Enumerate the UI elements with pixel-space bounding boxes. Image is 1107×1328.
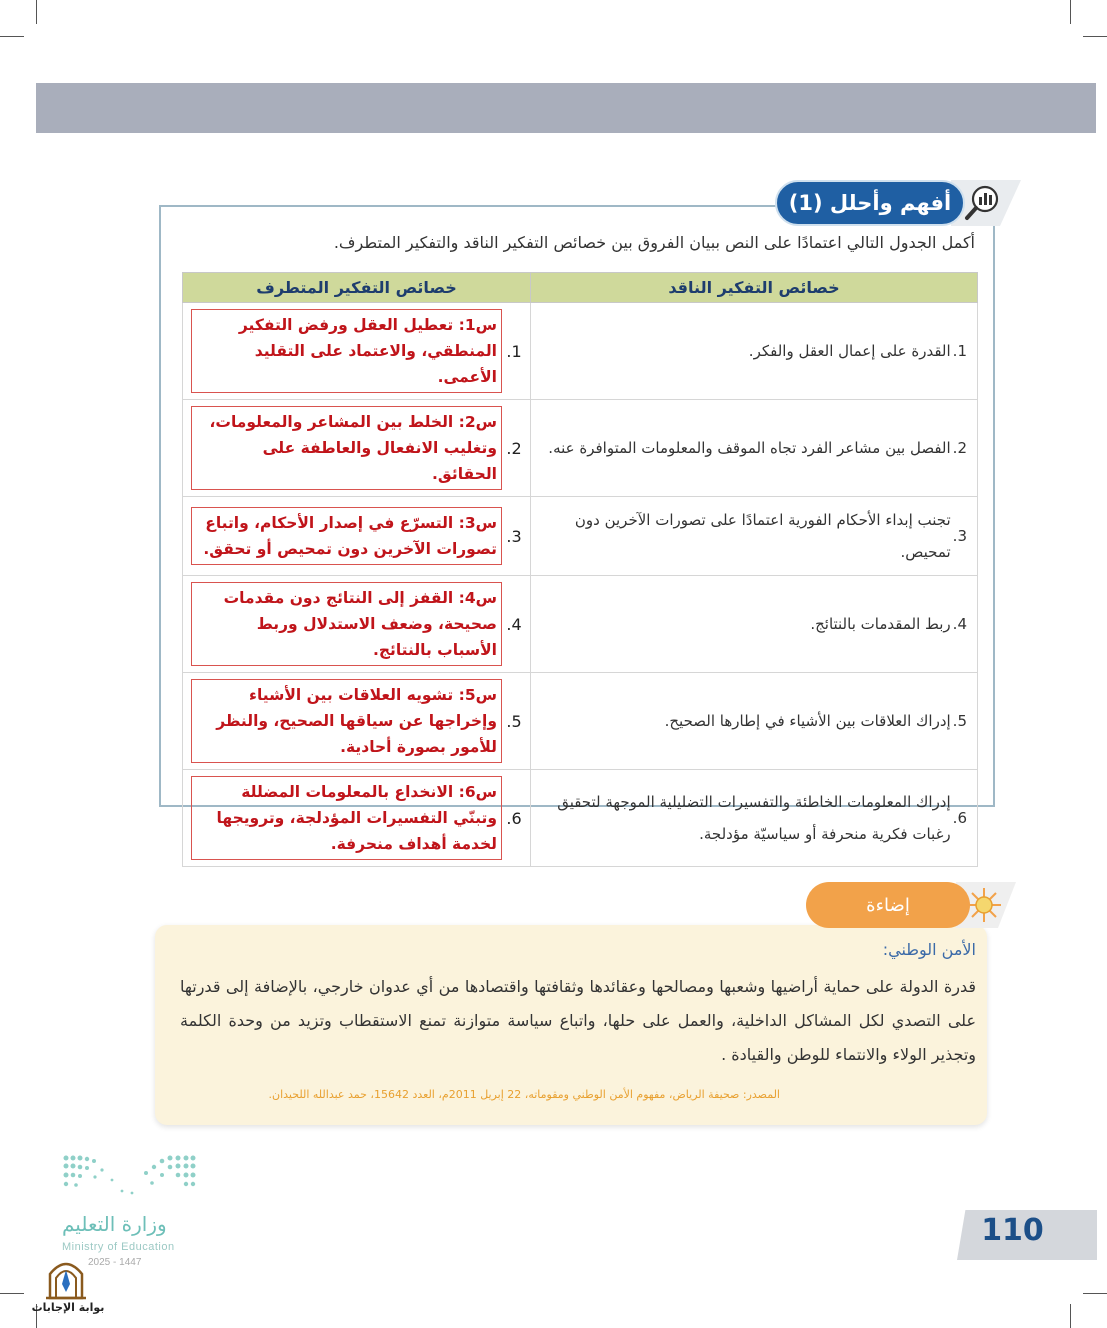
critical-cell	[531, 303, 978, 400]
critical-text: القدرة على إعمال العقل والفكر.	[748, 342, 951, 360]
critical-text: تجنب إبداء الأحكام الفورية اعتمادًا على تصورات الآخرين دون تمحيص.	[574, 511, 951, 561]
extreme-cell	[183, 673, 531, 770]
page-number: 110	[981, 1213, 1044, 1248]
activity-instruction: أكمل الجدول التالي اعتمادًا على النص ببيان الفروق بين خصائص التفكير الناقد والتفكير المتطرف.	[333, 233, 975, 252]
answer-number: 1.	[506, 341, 522, 361]
header-critical: خصائص التفكير الناقد	[531, 273, 978, 303]
crop-mark	[0, 1293, 24, 1294]
magnifier-chart-icon	[961, 180, 1011, 226]
ministry-logo-icon	[62, 1153, 198, 1203]
critical-cell	[531, 400, 978, 497]
crop-mark	[36, 0, 37, 24]
crop-mark	[1083, 36, 1107, 37]
activity-tab	[775, 180, 1021, 228]
table-row	[183, 770, 978, 867]
row-number: 6.	[952, 809, 967, 827]
comparison-table	[182, 272, 978, 867]
highlight-label: إضاءة	[806, 882, 970, 928]
extreme-cell	[183, 400, 531, 497]
crop-mark	[1070, 1304, 1071, 1328]
crop-mark	[1083, 1293, 1107, 1294]
table-row	[183, 576, 978, 673]
answer-box: س3: التسرّع في إصدار الأحكام، واتباع تصورات الآخرين دون تمحيص أو تحقق.	[191, 507, 502, 565]
extreme-cell	[183, 497, 531, 576]
table-row	[183, 400, 978, 497]
critical-text: إدراك العلاقات بين الأشياء في إطارها الصحيح.	[664, 712, 951, 730]
extreme-cell	[183, 576, 531, 673]
crop-mark	[0, 36, 24, 37]
watermark-logo-icon	[44, 1254, 88, 1300]
highlight-source: المصدر: صحيفة الرياض، مفهوم الأمن الوطني ومقوماته، 22 إبريل 2011م، العدد 15642، حمد عبدالله اللحيدان.	[268, 1088, 780, 1101]
table-row	[183, 673, 978, 770]
answer-number: 3.	[506, 526, 522, 546]
extreme-cell	[183, 303, 531, 400]
answer-box: س1: تعطيل العقل ورفض التفكير المنطقي، والاعتماد على التقليد الأعمى.	[191, 309, 502, 393]
critical-text: إدراك المعلومات الخاطئة والتفسيرات التضليلية الموجهة لتحقيق رغبات فكرية منحرفة أو سياسيّة مؤدلجة.	[557, 793, 951, 843]
critical-cell	[531, 497, 978, 576]
critical-cell	[531, 673, 978, 770]
critical-text: الفصل بين مشاعر الفرد تجاه الموقف والمعلومات المتوافرة عنه.	[548, 439, 951, 457]
answer-number: 6.	[506, 808, 522, 828]
highlight-body: قدرة الدولة على حماية أراضيها وشعبها ومصالحها وعقائدها وثقافتها واقتصادها من أي عدوان خارجي، بالإضافة إلى قدرتها على التصدي لكل المشاكل الداخلية، والعمل على حلها، واتباع سياسة متوازنة تمنع الاستقطاب وتزيد من وحدة الكلمة وتجذير الولاء والانتماء للوطن والقيادة .	[180, 977, 976, 1064]
answer-number: 2.	[506, 438, 522, 458]
critical-text: ربط المقدمات بالنتائج.	[810, 615, 951, 633]
row-number: 5.	[952, 712, 967, 730]
watermark-text: بوابة الإجابات	[31, 1301, 105, 1314]
ministry-name-ar: وزارة التعليم	[62, 1212, 167, 1236]
table-header-row	[183, 273, 978, 303]
row-number: 1.	[952, 342, 967, 360]
answer-box: س2: الخلط بين المشاعر والمعلومات، وتغليب الانفعال والعاطفة على الحقائق.	[191, 406, 502, 490]
row-number: 3.	[952, 527, 967, 545]
table-row	[183, 497, 978, 576]
edition-year: 2025 - 1447	[88, 1257, 142, 1268]
activity-title: أفهم وأحلل (1)	[775, 180, 965, 226]
answer-number: 4.	[506, 614, 522, 634]
answer-number: 5.	[506, 711, 522, 731]
crop-mark	[1070, 0, 1071, 24]
answer-box: س4: القفز إلى النتائج دون مقدمات صحيحة، وضعف الاستدلال وربط الأسباب بالنتائج.	[191, 582, 502, 666]
row-number: 2.	[952, 439, 967, 457]
highlight-heading: الأمن الوطني:	[882, 940, 976, 959]
table-row	[183, 303, 978, 400]
answer-box: س6: الانخداع بالمعلومات المضللة وتبنّي التفسيرات المؤدلجة، وترويجها لخدمة أهداف منحرفة.	[191, 776, 502, 860]
critical-cell	[531, 576, 978, 673]
answer-box: س5: تشويه العلاقات بين الأشياء وإخراجها عن سياقها الصحيح، والنظر للأمور بصورة أحادية.	[191, 679, 502, 763]
highlight-tab	[806, 882, 1016, 928]
critical-cell	[531, 770, 978, 867]
extreme-cell	[183, 770, 531, 867]
row-number: 4.	[952, 615, 967, 633]
ministry-name-en: Ministry of Education	[62, 1241, 175, 1253]
header-banner	[36, 83, 1096, 133]
header-extreme: خصائص التفكير المتطرف	[183, 273, 531, 303]
